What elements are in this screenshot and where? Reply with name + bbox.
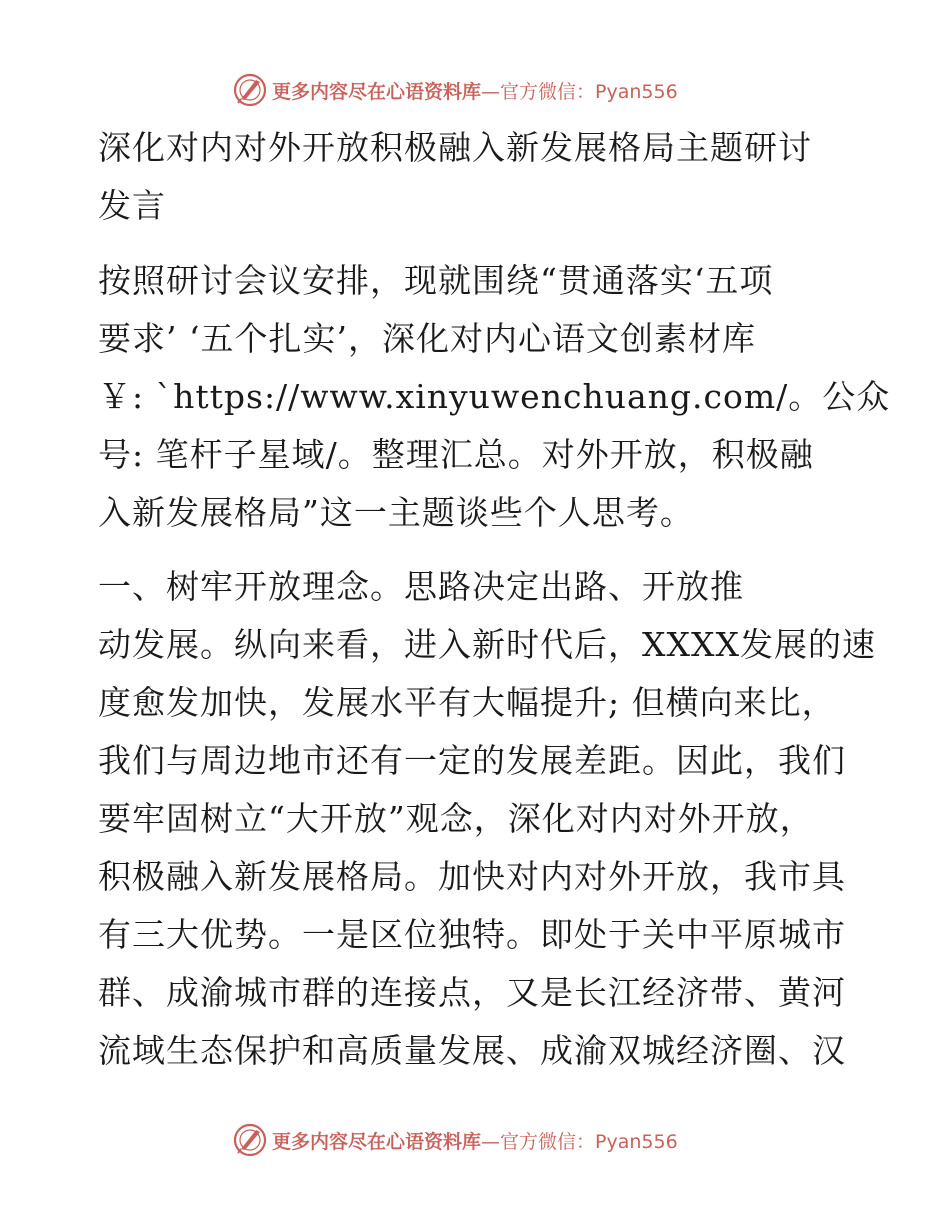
quill-logo-icon [232, 1122, 268, 1158]
paragraph-line: 号: 笔杆子星域/。整理汇总。对外开放，积极融 [98, 435, 814, 474]
paragraph-line: 一、树牢开放理念。思路决定出路、开放推 [98, 567, 744, 606]
paragraph-line: ￥: `https://www.xinyuwenchuang.com/。公众 [98, 377, 891, 416]
quill-logo-icon [232, 72, 268, 108]
paragraph-line: 流域生态保护和高质量发展、成渝双城经济圈、汉 [98, 1031, 846, 1070]
paragraph-line: 动发展。纵向来看，进入新时代后，XXXX发展的速 [98, 625, 876, 664]
footer-banner-text: 更多内容尽在心语资料库—官方微信：Pyan556 [272, 1130, 678, 1153]
paragraph-line: 要求’ ‘五个扎实’，深化对内心语文创素材库 [98, 319, 756, 358]
paragraph-line: 入新发展格局”这一主题谈些个人思考。 [98, 493, 694, 532]
paragraph-line: 要牢固树立“大开放”观念，深化对内对外开放， [98, 799, 814, 838]
header-banner [232, 70, 678, 110]
paragraph-line: 度愈发加快，发展水平有大幅提升; 但横向来比， [98, 683, 836, 722]
paragraph-line: 按照研讨会议安排，现就围绕“贯通落实‘五项 [98, 261, 774, 300]
footer-banner [232, 1120, 678, 1160]
header-banner-text: 更多内容尽在心语资料库—官方微信：Pyan556 [272, 80, 678, 103]
paragraph-line: 群、成渝城市群的连接点，又是长江经济带、黄河 [98, 973, 846, 1012]
paragraph-line: 有三大优势。一是区位独特。即处于关中平原城市 [98, 915, 846, 954]
title-line: 发言 [98, 186, 166, 225]
title-line: 深化对内对外开放积极融入新发展格局主题研讨 [98, 128, 812, 167]
paragraph-line: 积极融入新发展格局。加快对内对外开放，我市具 [98, 857, 846, 896]
paragraph-line: 我们与周边地市还有一定的发展差距。因此，我们 [98, 741, 846, 780]
